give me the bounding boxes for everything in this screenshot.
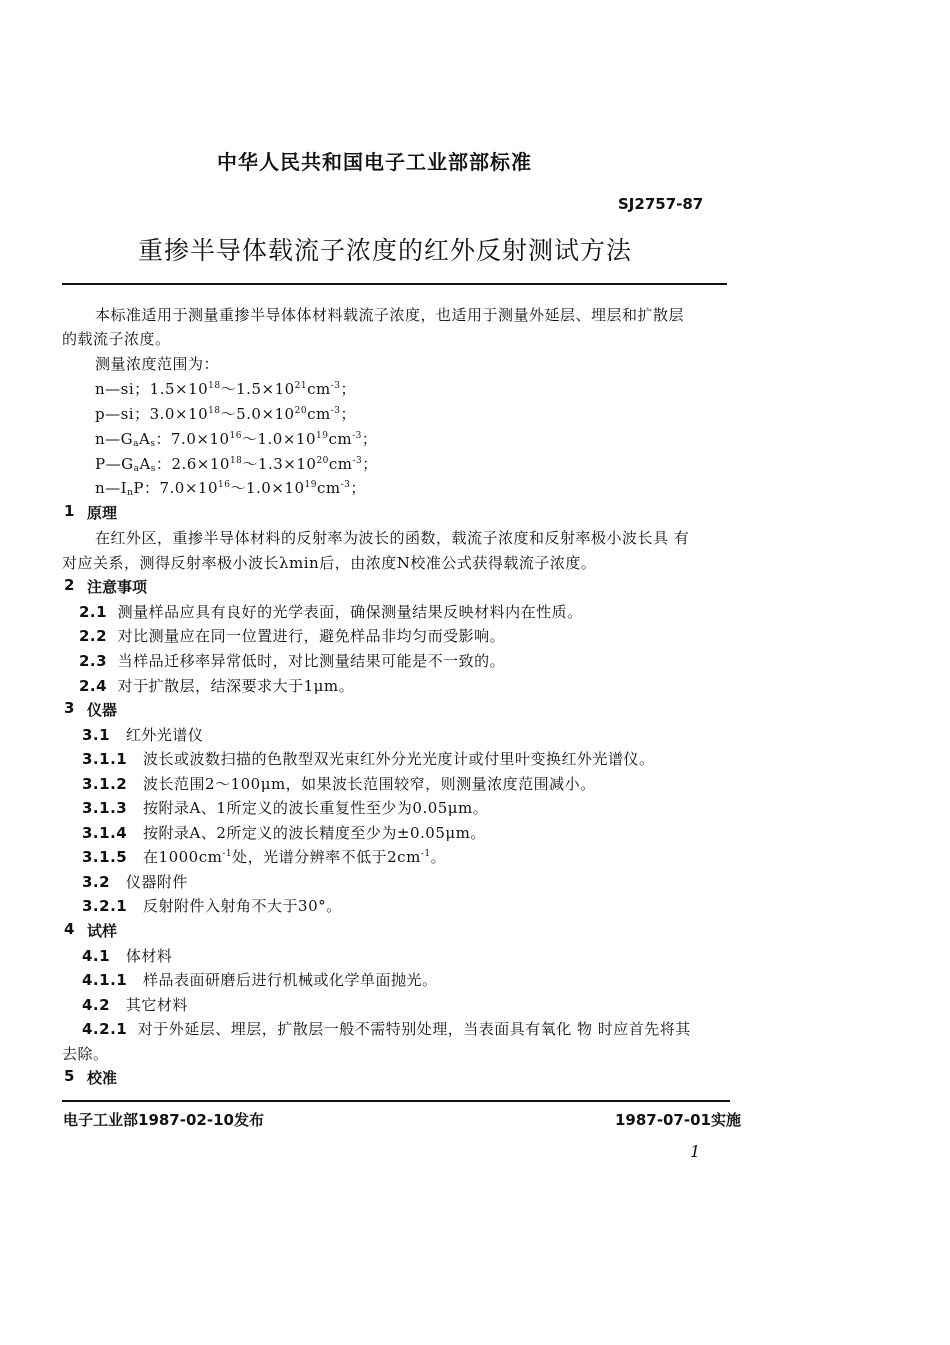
- issuer-title: 中华人民共和国电子工业部部标准: [217, 150, 532, 174]
- intro-paragraph-line1: 本标准适用于测量重掺半导体体材料载流子浓度，也适用于测量外延层、埋层和扩散层: [95, 306, 685, 324]
- clause-4-1-1: 4.1.1 样品表面研磨后进行机械或化学单面抛光。: [82, 971, 438, 989]
- clause-4-2-1: 4.2.1 对于外延层、埋层，扩散层一般不需特别处理，当表面具有氧化 物 时应首先将其: [82, 1020, 691, 1038]
- standard-code: SJ2757-87: [618, 195, 704, 213]
- clause-4-2: 4.2 其它材料: [82, 996, 188, 1014]
- title-rule: [62, 283, 727, 285]
- effective-date: 1987-07-01实施: [615, 1111, 741, 1129]
- range-p-si: p—si；$3.0\times 10^{18}\sim 5.0\times 10^{20}cm^{-3}$；: [95, 405, 356, 423]
- clause-3-2-1: 3.2.1 反射附件入射角不大于30°。: [82, 897, 342, 915]
- section-3-number: 3: [64, 699, 75, 717]
- clause-2-1: 2.1 测量样品应具有良好的光学表面，确保测量结果反映材料内在性质。: [79, 603, 583, 621]
- clause-4-2-1-continuation: 去除。: [62, 1045, 109, 1063]
- section-1-title: 原理: [87, 504, 118, 522]
- range-n-gaas: $n—G_aA_s$：$7.0\times 10^{16}\sim 1.0\times 10^{19}cm^{-3}$；: [95, 430, 378, 449]
- clause-3-1-1: 3.1.1 波长或波数扫描的色散型双光束红外分光光度计或付里叶变换红外光谱仪。: [82, 750, 655, 768]
- clause-4-1: 4.1 体材料: [82, 947, 173, 965]
- intro-paragraph-line2: 的载流子浓度。: [62, 330, 171, 348]
- range-n-inp: $n—I_nP$：$7.0\times 10^{16}\sim 1.0\times 10^{19}cm^{-3}$；: [95, 479, 366, 498]
- page-number: 1: [690, 1142, 701, 1161]
- clause-3-1-4: 3.1.4 按附录A、2所定义的波长精度至少为±0.05μm。: [82, 824, 486, 842]
- clause-3-2: 3.2 仪器附件: [82, 873, 188, 891]
- section-1-number: 1: [64, 502, 75, 520]
- section-5-number: 5: [64, 1067, 75, 1085]
- clause-2-2: 2.2 对比测量应在同一位置进行，避免样品非均匀而受影响。: [79, 627, 506, 645]
- section-5-title: 校准: [87, 1069, 118, 1087]
- section-4-number: 4: [64, 920, 75, 938]
- section-2-title: 注意事项: [87, 578, 148, 596]
- clause-3-1-5: 3.1.5 在$1000cm^{-1}$处，光谱分辨率不低于$2cm^{-1}$。: [82, 848, 447, 866]
- section-1-paragraph-line2: 对应关系，测得反射率极小波长λmin后，由浓度N校准公式获得载流子浓度。: [62, 554, 597, 572]
- range-label: 测量浓度范围为：: [95, 355, 220, 373]
- section-3-title: 仪器: [87, 701, 118, 719]
- footer-rule: [62, 1100, 730, 1102]
- clause-3-1: 3.1 红外光谱仪: [82, 726, 204, 744]
- document-title: 重掺半导体载流子浓度的红外反射测试方法: [138, 236, 633, 265]
- clause-3-1-2: 3.1.2 波长范围2～100μm，如果波长范围较窄，则测量浓度范围减小。: [82, 775, 596, 793]
- section-4-title: 试样: [87, 922, 118, 940]
- clause-2-4: 2.4 对于扩散层，结深要求大于1μm。: [79, 677, 355, 695]
- section-2-number: 2: [64, 576, 75, 594]
- clause-2-3: 2.3 当样品迁移率异常低时，对比测量结果可能是不一致的。: [79, 652, 506, 670]
- range-p-gaas: $P—G_aA_s$：$2.6\times 10^{18}\sim 1.3\times 10^{20}cm^{-3}$；: [95, 455, 378, 474]
- issue-date: 电子工业部1987-02-10发布: [63, 1111, 264, 1129]
- clause-3-1-3: 3.1.3 按附录A、1所定义的波长重复性至少为0.05μm。: [82, 799, 489, 817]
- section-1-paragraph-line1: 在红外区，重掺半导体材料的反射率为波长的函数，载流子浓度和反射率极小波长具 有: [95, 529, 690, 547]
- range-n-si: n—si；$1.5\times 10^{18}\sim 1.5\times 10^{21}cm^{-3}$；: [95, 380, 357, 398]
